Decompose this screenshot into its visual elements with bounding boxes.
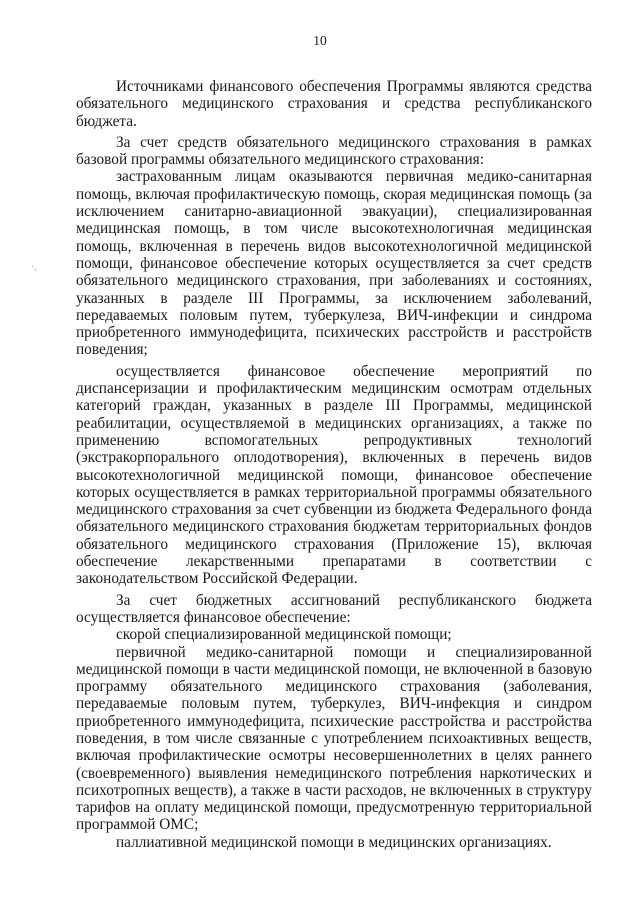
- scan-speck: ·,: [31, 262, 38, 273]
- paragraph-budget-intro: За счет бюджетных ассигнований республиканского бюджета осуществляется финансовое обеспечение:: [76, 591, 592, 626]
- paragraph-funding-sources: Источниками финансового обеспечения Программы являются средства обязательного медицинского страхования и средства республиканского бюджета.: [76, 78, 592, 130]
- paragraph-insured-persons: застрахованным лицам оказываются первичная медико-санитарная помощь, включая профилактическую помощь, скорая медицинская помощь (за исключением санитарно-авиационной эвакуации), специализированная медицинская помощь, в том числе высокотехнологичная медицинская помощь, включенная в перечень видов высокотехнологичной медицинской помощи, финансовое обеспечение которых осуществляется за счет средств обязательного медицинского страхования, при заболеваниях и состояниях, указанных в разделе III Программы, за исключением заболеваний, передаваемых половым путем, туберкулеза, ВИЧ-инфекции и синдрома приобретенного иммунодефицита, психических расстройств и расстройств поведения;: [76, 168, 592, 359]
- document-body: [76, 78, 592, 851]
- paragraph-ambulance: скорой специализированной медицинской помощи;: [116, 626, 452, 644]
- paragraph-palliative: паллиативной медицинской помощи в медицинских организациях.: [116, 833, 552, 851]
- paragraph-primary-care: первичной медико-санитарной помощи и специализированной медицинской помощи в части медицинской помощи, не включенной в базовую программу обязательного медицинского страхования (заболевания, передаваемые половым путем, туберкулез, ВИЧ-инфекция и синдром приобретенного иммунодефицита, психические расстройства и расстройства поведения, в том числе связанные с употреблением психоактивных веществ, включая профилактические осмотры несовершеннолетних в целях раннего (своевременного) выявления немедицинского потребления наркотических и психотропных веществ), а также в части расходов, не включенных в структуру тарифов на оплату медицинской помощи, предусмотренную территориальной программой ОМС;: [76, 643, 592, 834]
- paragraph-dispensary-financing: осуществляется финансовое обеспечение мероприятий по диспансеризации и профилактическим медицинским осмотрам отдельных категорий граждан, указанных в разделе III Программы, медицинской реабилитации, осуществляемой в медицинских организациях, а также по применению вспомогательных репродуктивных технологий (экстракорпорального оплодотворения), включенных в перечень видов высокотехнологичной медицинской помощи, финансовое обеспечение которых осуществляется в рамках территориальной программы обязательного медицинского страхования за счет субвенции из бюджета Федерального фонда обязательного медицинского страхования бюджетам территориальных фондов обязательного медицинского страхования (Приложение 15), включая обеспечение лекарственными препаратами в соответствии с законодательством Российской Федерации.: [76, 362, 592, 588]
- page-number: 10: [313, 33, 327, 48]
- paragraph-oms-intro: За счет средств обязательного медицинского страхования в рамках базовой программы обязательного медицинского страхования:: [76, 133, 592, 169]
